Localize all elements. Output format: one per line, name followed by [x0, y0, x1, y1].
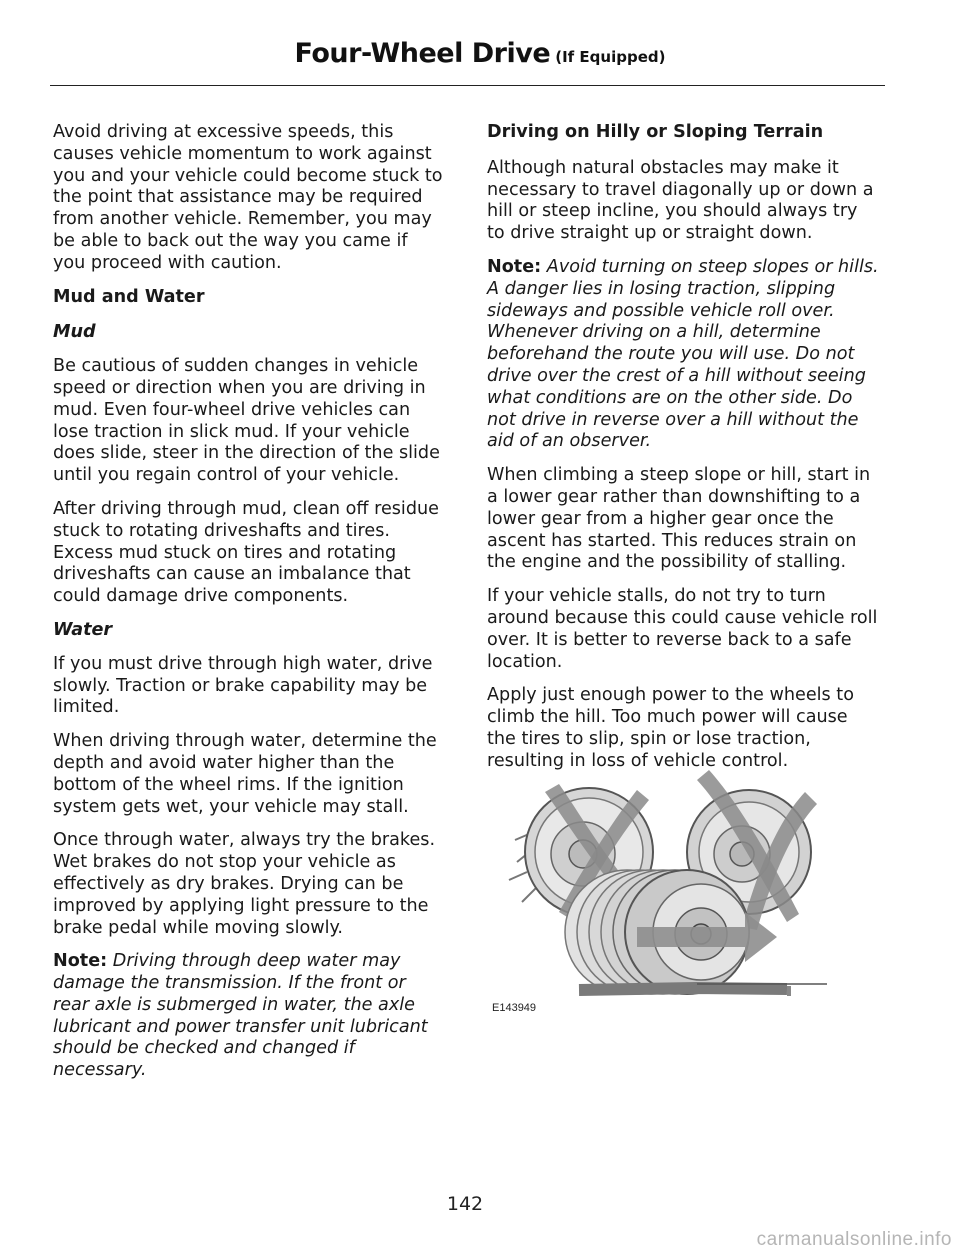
ground-line [579, 984, 827, 996]
figure-id: E143949 [492, 1002, 537, 1014]
page-header [0, 38, 960, 69]
right-column [487, 122, 879, 785]
header-divider [50, 85, 885, 86]
note-water [53, 951, 445, 1082]
paragraph-hilly-3: If your vehicle stalls, do not try to turn around because this could cause vehicle roll over. It is better to reverse back to a safe location. [487, 586, 878, 672]
paragraph-hilly-1: Although natural obstacles may make it necessary to travel diagonally up or down a hill or steep incline, you should always try to drive straight up or straight down. [487, 157, 874, 244]
watermark: carmanualsonline.info [756, 1229, 952, 1250]
section-title: Four-Wheel Drive [294, 38, 551, 69]
paragraph-water-3: Once through water, always try the brakes. Wet brakes do not stop your vehicle as effectively as dry brakes. Drying can be improved by applying light pressure to the brake pedal while moving slowly. [53, 830, 436, 938]
illustration-svg [487, 762, 832, 1017]
paragraph-mud-2: After driving through mud, clean off residue stuck to rotating driveshafts and tires. Excess mud stuck on tires and rotating driveshafts can cause an imbalance that could damage drive components. [53, 498, 439, 607]
paragraph-water-1: If you must drive through high water, drive slowly. Traction or brake capability may be limited. [53, 653, 433, 718]
paragraph-speeds: Avoid driving at excessive speeds, this causes vehicle momentum to work against you and your vehicle could become stuck to the point that assistance may be required from another vehicle. Remember, you may be able to back out the way you came if you proceed with caution. [53, 122, 443, 273]
paragraph-hilly-4: Apply just enough power to the wheels to climb the hill. Too much power will cause the tires to slip, spin or lose traction, resulting in loss of vehicle control. [487, 685, 854, 771]
note-water-text: Driving through deep water may damage the transmission. If the front or rear axle is submerged in water, the axle lubricant and power transfer unit lubricant should be checked and changed if necessary. [53, 951, 428, 1081]
page-number: 142 [446, 1193, 484, 1215]
left-column [53, 122, 445, 1094]
note-slopes [487, 257, 879, 453]
paragraph-mud-1: Be cautious of sudden changes in vehicle speed or direction when you are driving in mud. Even four-wheel drive vehicles can lose traction in slick mud. If your vehicle does slide, steer in the direction of the slide until you regain control of your vehicle. [53, 356, 440, 486]
heading-hilly-terrain: Driving on Hilly or Sloping Terrain [487, 122, 824, 142]
paragraph-water-2: When driving through water, determine the depth and avoid water higher than the bottom of the wheel rims. If the ignition system gets wet, your vehicle may stall. [53, 731, 437, 817]
note-slopes-text: Avoid turning on steep slopes or hills. A danger lies in losing traction, slipping sideways and possible vehicle roll over. Whenever driving on a hill, determine beforehand the route you will use. Do not drive over the crest of a hill without seeing what conditions are on the other side. Do not drive in reverse over a hill without the aid of an observer. [487, 256, 879, 452]
note-label: Note: [53, 951, 108, 972]
tire-traction-illustration [487, 762, 832, 1017]
section-subtitle: (If Equipped) [555, 48, 666, 66]
heading-water: Water [53, 619, 113, 640]
heading-mud-and-water: Mud and Water [53, 286, 205, 307]
paragraph-hilly-2: When climbing a steep slope or hill, start in a lower gear rather than downshifting to a lower gear from a higher gear once the ascent has started. This reduces strain on the engine and the possibility of stalling. [487, 465, 871, 573]
heading-mud: Mud [53, 322, 96, 343]
note-label: Note: [487, 256, 542, 277]
